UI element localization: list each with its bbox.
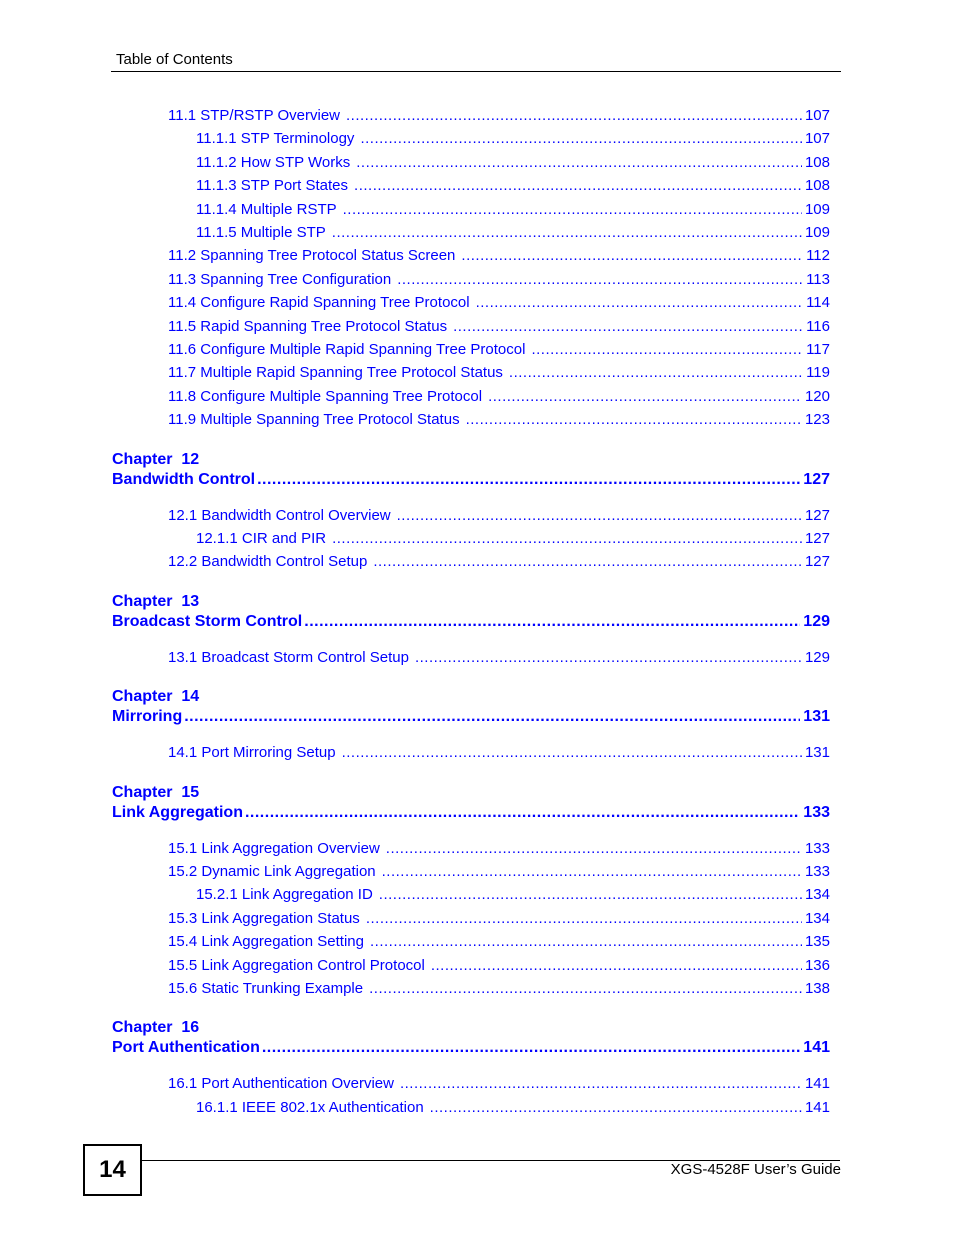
page-ref: 108 — [804, 177, 830, 195]
entry-title: 16.1 Port Authentication Overview — [168, 1075, 394, 1093]
dot-leader — [369, 980, 802, 998]
page-ref: 127 — [804, 553, 830, 571]
page-ref: 127 — [804, 530, 830, 547]
dot-leader — [360, 130, 802, 148]
toc-chapter-link[interactable] — [112, 612, 830, 631]
dot-leader — [332, 224, 802, 242]
toc-section-link[interactable] — [168, 107, 830, 125]
toc-section-link[interactable] — [168, 863, 830, 881]
toc-subsection-link[interactable] — [196, 886, 830, 904]
toc-section-link[interactable] — [168, 388, 830, 406]
entry-title: 11.1.3 STP Port States — [196, 177, 349, 195]
toc-subsection-link[interactable] — [196, 177, 830, 195]
page-ref: 134 — [804, 886, 830, 904]
dot-leader — [262, 1038, 800, 1057]
dot-leader — [466, 411, 802, 429]
entry-title: 15.3 Link Aggregation Status — [168, 909, 360, 927]
page-ref: 141 — [804, 1075, 830, 1093]
page-ref: 116 — [806, 317, 830, 335]
dot-leader — [184, 707, 800, 726]
entry-title: 16.1.1 IEEE 802.1x Authentication — [196, 1098, 424, 1116]
toc-section-link[interactable] — [168, 840, 830, 858]
entry-title: 11.1.5 Multiple STP — [196, 224, 326, 241]
page-ref: 141 — [804, 1098, 830, 1116]
entry-title: 15.2 Dynamic Link Aggregation — [168, 863, 376, 880]
toc-chapter-link[interactable] — [112, 707, 830, 726]
page-ref: 127 — [804, 506, 830, 524]
chapter-title: Link Aggregation — [112, 803, 243, 821]
dot-leader — [531, 341, 803, 359]
dot-leader — [366, 910, 802, 928]
entry-title: 15.5 Link Aggregation Control Protocol — [168, 956, 425, 974]
toc-section-link[interactable] — [168, 910, 830, 928]
toc-section-link[interactable] — [168, 933, 830, 951]
page-ref: 108 — [804, 153, 830, 171]
page-ref: 134 — [804, 909, 830, 927]
page-ref: 123 — [804, 411, 830, 429]
guide-title: XGS-4528F User’s Guide — [670, 1161, 841, 1178]
page-ref: 133 — [803, 803, 830, 821]
page-ref: 127 — [803, 470, 830, 488]
toc-subsection-link[interactable] — [196, 130, 830, 148]
page-ref: 131 — [804, 744, 830, 762]
entry-title: 14.1 Port Mirroring Setup — [168, 744, 336, 762]
dot-leader — [343, 201, 802, 219]
toc-section-link[interactable] — [168, 957, 830, 975]
dot-leader — [415, 649, 802, 667]
entry-title: 11.5 Rapid Spanning Tree Protocol Status — [168, 317, 448, 335]
page-ref: 109 — [804, 200, 830, 218]
running-header: Table of Contents — [116, 51, 233, 68]
toc-section-link[interactable] — [168, 553, 830, 571]
toc-section-link[interactable] — [168, 364, 830, 382]
dot-leader — [397, 271, 803, 289]
chapter-number: Chapter 12 — [112, 450, 200, 468]
chapter-title: Port Authentication — [112, 1039, 260, 1057]
dot-leader — [431, 957, 802, 975]
page-ref: 109 — [804, 224, 830, 241]
entry-title: 15.1 Link Aggregation Overview — [168, 839, 380, 857]
dot-leader — [476, 294, 803, 312]
dot-leader — [379, 886, 802, 904]
dot-leader — [400, 1075, 802, 1093]
toc-subsection-link[interactable] — [196, 201, 830, 219]
chapter-number: Chapter 14 — [112, 688, 200, 706]
page-ref: 107 — [804, 130, 830, 148]
toc-section-link[interactable] — [168, 341, 830, 359]
entry-title: 11.1.4 Multiple RSTP — [196, 200, 337, 218]
dot-leader — [342, 744, 802, 762]
page-ref: 135 — [804, 933, 830, 951]
page-number: 14 — [99, 1156, 126, 1183]
toc-section-link[interactable] — [168, 649, 830, 667]
chapter-number: Chapter 13 — [112, 592, 200, 610]
toc-subsection-link[interactable] — [196, 224, 830, 242]
page-ref: 119 — [806, 364, 830, 382]
toc-section-link[interactable] — [168, 980, 830, 998]
dot-leader — [488, 388, 802, 406]
page-ref: 113 — [806, 270, 830, 288]
entry-title: 15.6 Static Trunking Example — [168, 980, 364, 997]
dot-leader — [304, 612, 800, 631]
entry-title: 11.3 Spanning Tree Configuration — [168, 270, 392, 288]
entry-title: 11.1 STP/RSTP Overview — [168, 107, 341, 124]
dot-leader — [370, 933, 802, 951]
entry-title: 13.1 Broadcast Storm Control Setup — [168, 648, 409, 666]
chapter-number: Chapter 15 — [112, 783, 200, 801]
page-ref: 129 — [804, 648, 830, 666]
toc-section-link[interactable] — [168, 411, 830, 429]
chapter-title: Mirroring — [112, 708, 183, 726]
entry-title: 15.2.1 Link Aggregation ID — [196, 886, 373, 904]
toc-section-link[interactable] — [168, 294, 830, 312]
page-ref: 131 — [803, 708, 830, 726]
entry-title: 12.2 Bandwidth Control Setup — [168, 553, 368, 571]
dot-leader — [509, 364, 803, 382]
chapter-number: Chapter 16 — [112, 1019, 200, 1037]
page-ref: 136 — [804, 956, 830, 974]
dot-leader — [453, 318, 803, 336]
entry-title: 11.9 Multiple Spanning Tree Protocol Status — [168, 411, 460, 429]
page-ref: 138 — [804, 980, 830, 997]
dot-leader — [245, 803, 800, 822]
entry-title: 11.4 Configure Rapid Spanning Tree Protocol — [168, 294, 470, 312]
entry-title: 15.4 Link Aggregation Setting — [168, 933, 364, 951]
dot-leader — [397, 507, 802, 525]
dot-leader — [356, 154, 802, 172]
toc-chapter-link[interactable] — [112, 470, 830, 489]
page-ref: 107 — [804, 107, 830, 124]
entry-title: 11.1.1 STP Terminology — [196, 130, 355, 148]
dot-leader — [257, 470, 800, 489]
entry-title: 12.1.1 CIR and PIR — [196, 530, 327, 547]
page-ref: 133 — [804, 863, 830, 880]
dot-leader — [332, 530, 802, 548]
dot-leader — [461, 247, 803, 265]
dot-leader — [430, 1099, 802, 1117]
toc-section-link[interactable] — [168, 1075, 830, 1093]
page-ref: 120 — [804, 387, 830, 405]
chapter-title: Broadcast Storm Control — [112, 612, 303, 630]
entry-title: 11.6 Configure Multiple Rapid Spanning Tree Protocol — [168, 341, 526, 358]
dot-leader — [386, 840, 802, 858]
page-ref: 112 — [806, 247, 830, 265]
entry-title: 11.7 Multiple Rapid Spanning Tree Protocol Status — [168, 364, 503, 382]
dot-leader — [373, 553, 802, 571]
toc-section-link[interactable] — [168, 247, 830, 265]
entry-title: 12.1 Bandwidth Control Overview — [168, 506, 391, 524]
page-ref: 133 — [804, 839, 830, 857]
toc-chapter-link[interactable] — [112, 803, 830, 822]
toc-section-link[interactable] — [168, 744, 830, 762]
dot-leader — [354, 177, 802, 195]
dot-leader — [346, 107, 802, 125]
toc-subsection-link[interactable] — [196, 1099, 830, 1117]
page-number-box — [83, 1144, 142, 1196]
page-ref: 117 — [806, 341, 830, 358]
toc-section-link[interactable] — [168, 507, 830, 525]
page-ref: 114 — [806, 294, 830, 312]
toc-chapter-link[interactable] — [112, 1038, 830, 1057]
entry-title: 11.2 Spanning Tree Protocol Status Screen — [168, 247, 456, 265]
page-ref: 129 — [803, 612, 830, 630]
toc-subsection-link[interactable] — [196, 154, 830, 172]
toc-subsection-link[interactable] — [196, 530, 830, 548]
page-ref: 141 — [803, 1039, 830, 1057]
chapter-title: Bandwidth Control — [112, 470, 256, 488]
toc-section-link[interactable] — [168, 271, 830, 289]
entry-title: 11.8 Configure Multiple Spanning Tree Protocol — [168, 387, 483, 405]
dot-leader — [382, 863, 802, 881]
entry-title: 11.1.2 How STP Works — [196, 153, 351, 171]
toc-section-link[interactable] — [168, 318, 830, 336]
